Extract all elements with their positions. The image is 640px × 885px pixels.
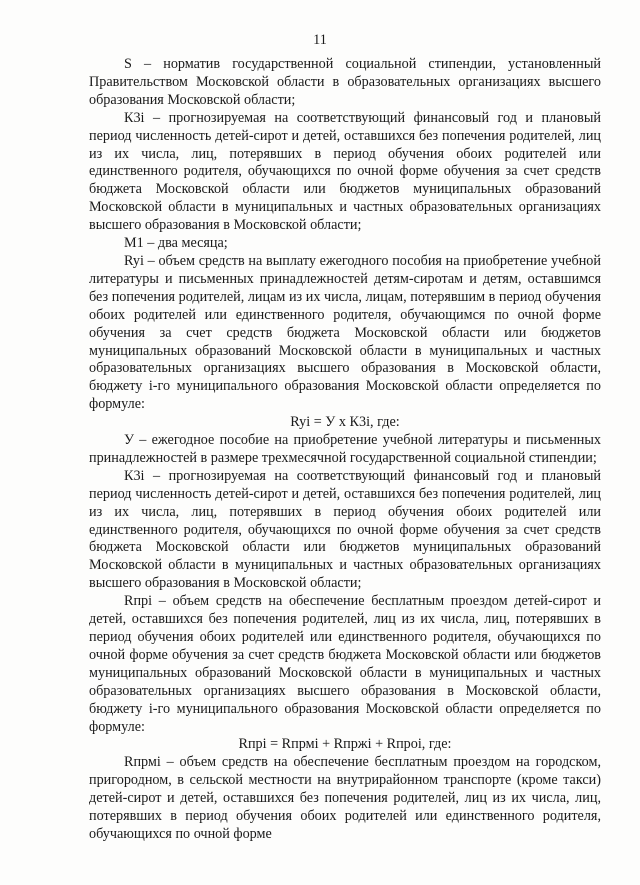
formula-rpri: Rпрi = Rпрмi + Rпржi + Rпрoi, где: [238,736,452,753]
formula-ryi: Ryi = У х К3i, где: [290,414,400,431]
paragraph-k3i-definition: К3i – прогнозируемая на соответствующий финансовый год и плановый период численность детей-сирот и детей, оставшихся без попечения родителей, лиц из их числа, лиц, потерявших в период обучения обоих родителей или единственного родителя, обучающихся по очной форме обучения за счет средств бюджета Московской области или бюджетов муниципальных образований Московской области в муниципальных и частных образовательных организациях высшего образования в Московской области; [89,109,601,234]
paragraph-rpri-definition: Rпрi – объем средств на обеспечение бесплатным проездом детей-сирот и детей, оставшихся без попечения родителей, лиц из их числа, лиц, потерявших в период обучения обоих родителей или единственного родителя, обучающихся по очной форме обучения за счет средств бюджета Московской области или бюджетов муниципальных образований Московской области в муниципальных и частных образовательных организациях высшего образования в Московской области, бюджету i-го муниципального образования Московской области определяется по формуле: [89,593,601,735]
paragraph-ryi-definition: Ryi – объем средств на выплату ежегодного пособия на приобретение учебной литературы и письменных принадлежностей детям-сиротам и детям, оставшимся без попечения родителей, лицам из их числа, лицам, потерявшим в период обучения обоих родителей или единственного родителя, обучающимся по очной форме обучения за счет средств бюджета Московской области или бюджетов муниципальных образований Московской области в муниципальных и частных образовательных организациях высшего образования в Московской области, бюджету i-го муниципального образования Московской области определяется по формуле: [89,252,601,413]
paragraph-u-definition: У – ежегодное пособие на приобретение учебной литературы и письменных принадлежностей в размере трехмесячной государственной социальной стипендии; [89,432,601,466]
paragraph-s-definition: S – норматив государственной социальной стипендии, установленный Правительством Московской области в образовательных организациях высшего образования Московской области; [89,56,601,108]
paragraph-k3i-definition-repeat: К3i – прогнозируемая на соответствующий финансовый год и плановый период численность детей-сирот и детей, оставшихся без попечения родителей, лиц из их числа, лиц, потерявших в период обучения обоих родителей или единственного родителя, обучающихся по очной форме обучения за счет средств бюджета Московской области или бюджетов муниципальных образований Московской области в муниципальных и частных образовательных организациях высшего образования в Московской области; [89,467,601,592]
paragraph-rprmi-definition: Rпрмi – объем средств на обеспечение бесплатным проездом на городском, пригородном, в сельской местности на внутрирайонном транспорте (кроме такси) детей-сирот и детей, оставшихся без попечения родителей, лиц из их числа, лиц, потерявших в период обучения обоих родителей или единственного родителя, обучающихся по очной форме [89,754,601,842]
page-number: 11 [313,32,327,48]
paragraph-m1-definition: М1 – два месяца; [124,235,228,252]
document-body [89,56,601,844]
